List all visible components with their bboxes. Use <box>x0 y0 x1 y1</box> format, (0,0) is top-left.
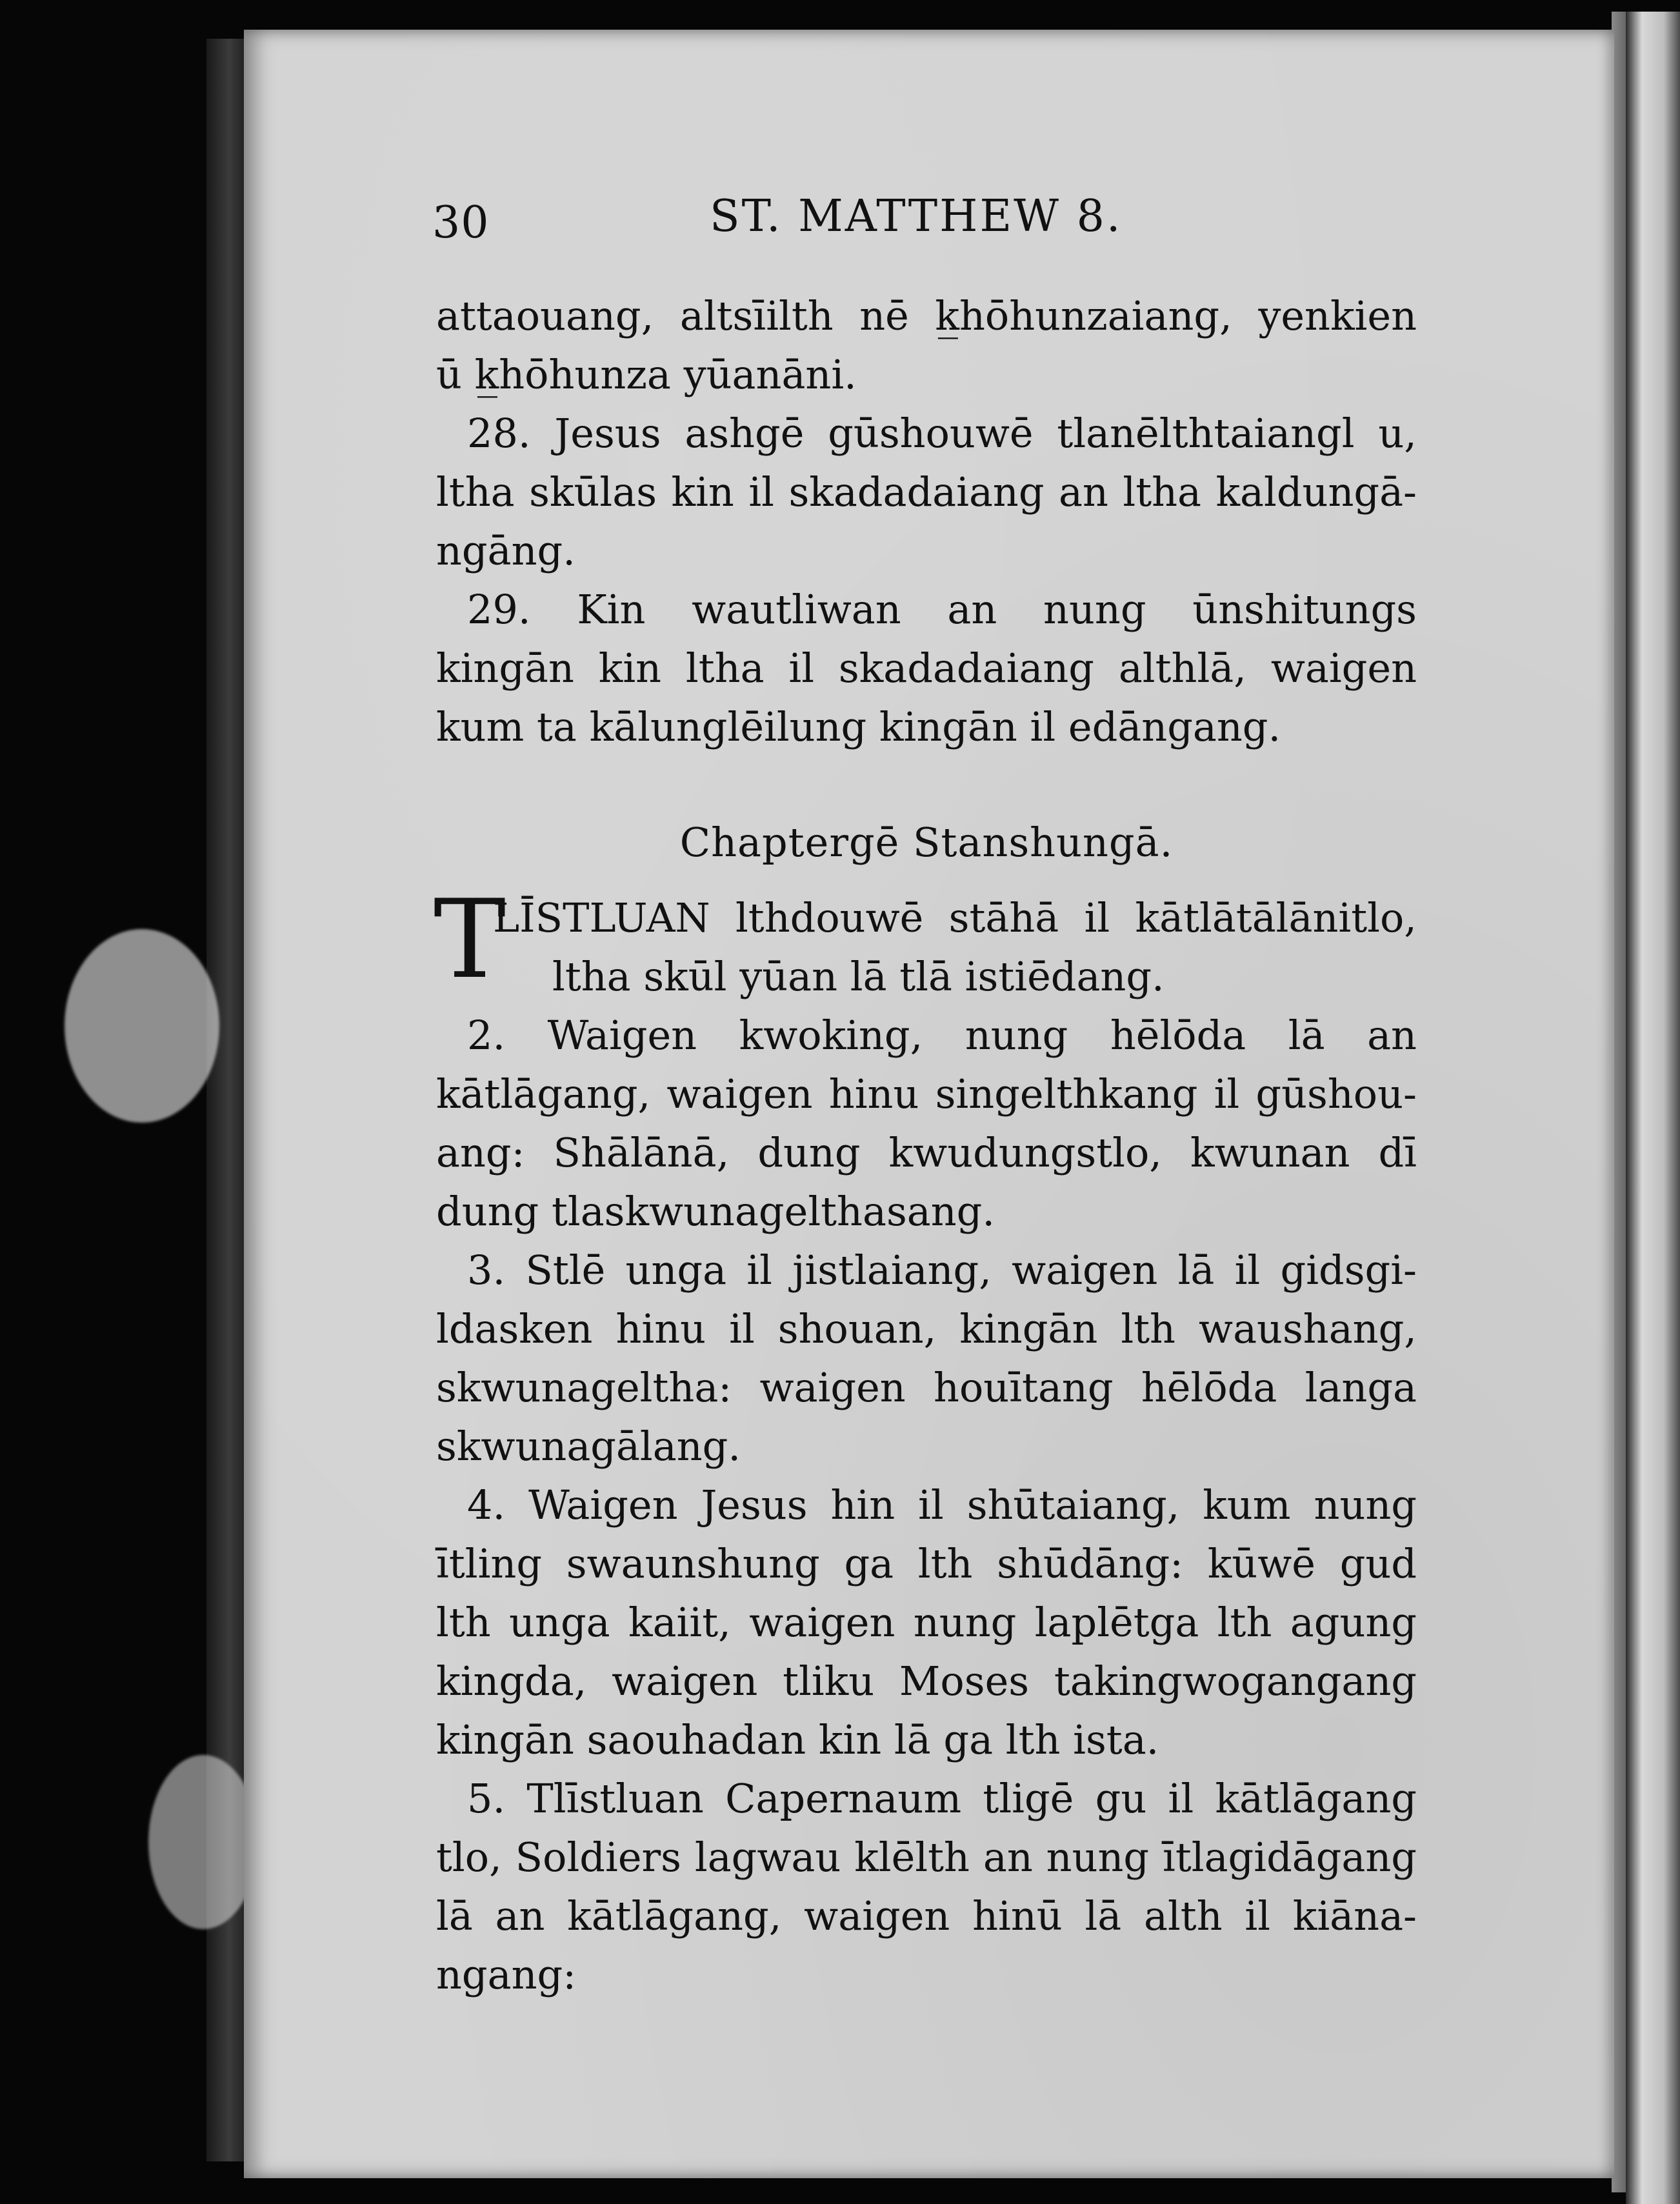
text-line: dung tlaskwunagelthasang. <box>436 1188 995 1235</box>
chapter-opening <box>434 876 1417 1006</box>
text-line: kingān kin ltha il skadadaiang althlā, waigen <box>436 645 1417 692</box>
verse-29: 29. Kin wautliwan an nung ūnshitungs <box>467 586 1417 633</box>
text-line: lā an kātlāgang, waigen hinū lā alth il kiāna- <box>436 1892 1417 1939</box>
drop-cap: T <box>434 876 506 1003</box>
text-line: ltha skūlas kin il skadadaiang an ltha kaldungā- <box>436 468 1417 516</box>
text-line: lth unga kaiit, waigen nung laplētga lth agung <box>436 1599 1417 1646</box>
running-head: ST. MATTHEW 8. <box>710 191 1123 242</box>
chapter-title: Chaptergē Stanshungā. <box>679 819 1174 866</box>
dust-speck <box>148 1755 258 1929</box>
text-line: ngāng. <box>436 527 575 574</box>
page-header <box>432 178 1529 255</box>
page-stack-edge <box>1626 12 1680 2204</box>
page-number: 30 <box>432 197 490 248</box>
text-line: attaouang, altsīilth nē k̲hōhunzaiang, yenkien <box>436 292 1417 339</box>
text-line: ū k̲hōhunza yūanāni. <box>436 351 857 398</box>
text-line: tlo, Soldiers lagwau klēlth an nung ītlagidāgang <box>436 1834 1417 1881</box>
dust-speck <box>65 929 219 1123</box>
text-line: ngang: <box>436 1951 577 1998</box>
text-line: ltha skūl yūan lā tlā istiēdang. <box>552 953 1165 1000</box>
verse-5: 5. Tlīstluan Capernaum tligē gu il kātlāgang <box>467 1775 1417 1822</box>
verse-2: 2. Waigen kwoking, nung hēlōda lā an <box>467 1012 1417 1059</box>
body-text <box>436 286 1417 2004</box>
text-line: kum ta kālunglēilung kingān il edāngang. <box>436 703 1281 750</box>
text-line: LĪSTLUAN lthdouwē stāhā il kātlātālānitlo, <box>493 894 1417 941</box>
text-line: kātlāgang, waigen hinu singelthkang il gūshou- <box>436 1070 1417 1117</box>
book-page <box>244 30 1614 2178</box>
text-line: kingda, waigen tliku Moses takingwogangang <box>436 1658 1417 1705</box>
verse-4: 4. Waigen Jesus hin il shūtaiang, kum nung <box>467 1481 1417 1528</box>
text-line: kingān saouhadan kin lā ga lth ista. <box>436 1716 1159 1763</box>
verse-28: 28. Jesus ashgē gūshouwē tlanēlthtaiangl u, <box>467 410 1417 457</box>
text-line: ldasken hinu il shouan, kingān lth waushang, <box>436 1305 1417 1352</box>
text-line: skwunagālang. <box>436 1423 741 1470</box>
verse-3: 3. Stlē unga il jistlaiang, waigen lā il gidsgi- <box>467 1247 1417 1294</box>
text-line: skwunageltha: waigen houītang hēlōda langa <box>436 1364 1417 1411</box>
text-line: ītling swaunshung ga lth shūdāng: kūwē gud <box>436 1540 1417 1587</box>
text-line: ang: Shālānā, dung kwudungstlo, kwunan dī <box>436 1129 1417 1176</box>
